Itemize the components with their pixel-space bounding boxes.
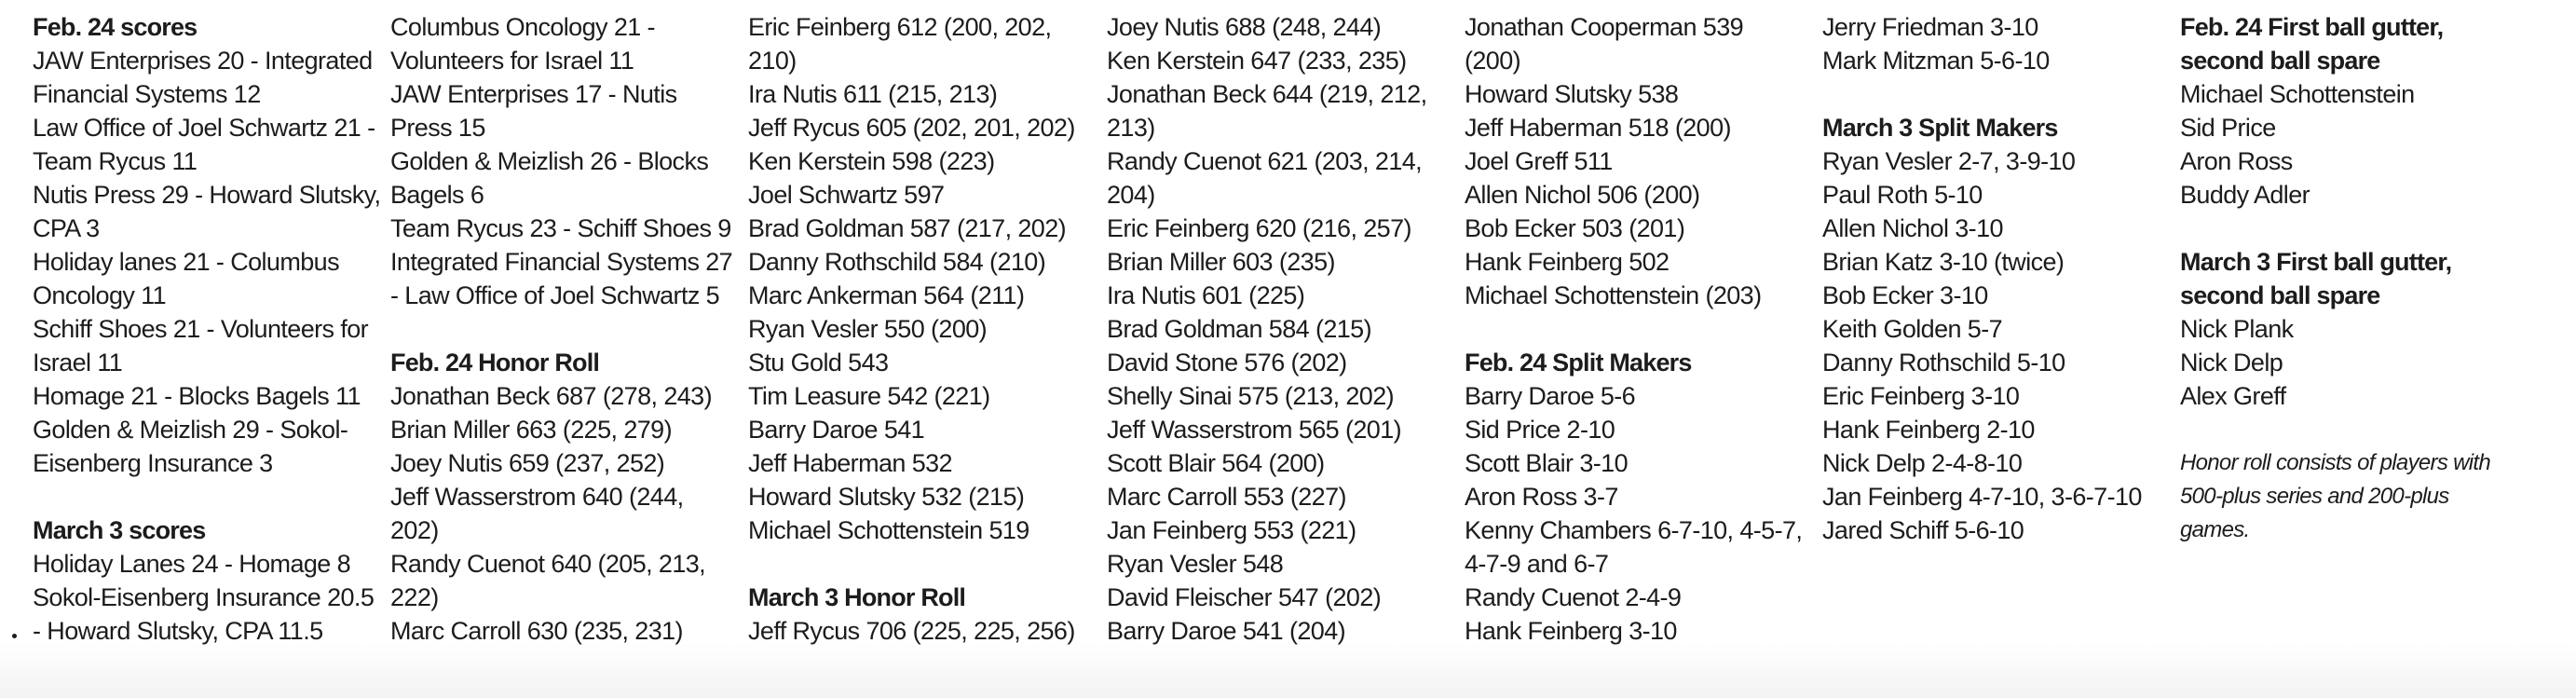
result-line: 210) xyxy=(748,47,797,75)
result-line: Joel Schwartz 597 xyxy=(748,181,945,209)
result-line: 202) xyxy=(390,516,439,544)
result-line: Barry Daroe 541 xyxy=(748,416,925,444)
result-line: Ira Nutis 601 (225) xyxy=(1107,281,1305,309)
result-line: Jeff Rycus 605 (202, 201, 202) xyxy=(748,114,1075,142)
result-line: Scott Blair 3-10 xyxy=(1465,449,1628,477)
result-line: Jeff Haberman 532 xyxy=(748,449,952,477)
result-line: Ken Kerstein 647 (233, 235) xyxy=(1107,47,1407,75)
result-line: 4-7-9 and 6-7 xyxy=(1465,550,1609,578)
result-line: Allen Nichol 506 (200) xyxy=(1465,181,1700,209)
bullet-marker-icon xyxy=(12,634,17,638)
spacer xyxy=(748,547,1102,581)
result-line: Nick Delp xyxy=(2180,349,2283,376)
section-heading: March 3 First ball gutter, xyxy=(2180,248,2452,276)
result-line: Law Office of Joel Schwartz 21 - xyxy=(33,114,375,142)
spacer xyxy=(2180,212,2553,245)
result-line: Oncology 11 xyxy=(33,281,166,309)
section-heading: Feb. 24 scores xyxy=(33,13,198,41)
result-line: Israel 11 xyxy=(33,349,123,376)
footnote-line: 500-plus series and 200-plus xyxy=(2180,484,2449,509)
result-line: Alex Greff xyxy=(2180,382,2286,410)
result-line: Buddy Adler xyxy=(2180,181,2310,209)
result-line: Mark Mitzman 5-6-10 xyxy=(1822,47,2050,75)
section-heading: March 3 scores xyxy=(33,516,206,544)
result-line: Nick Plank xyxy=(2180,315,2294,343)
result-line: Holiday lanes 21 - Columbus xyxy=(33,248,339,276)
result-line: Stu Gold 543 xyxy=(748,349,889,376)
result-line: Kenny Chambers 6-7-10, 4-5-7, xyxy=(1465,516,1803,544)
result-line: Jonathan Beck 687 (278, 243) xyxy=(390,382,712,410)
result-line: Scott Blair 564 (200) xyxy=(1107,449,1325,477)
result-line: David Fleischer 547 (202) xyxy=(1107,583,1382,611)
result-line: (200) xyxy=(1465,47,1521,75)
column-6 xyxy=(1822,10,2176,547)
spacer xyxy=(1822,77,2176,111)
result-line: Aron Ross 3-7 xyxy=(1465,483,1618,511)
result-line: Ryan Vesler 548 xyxy=(1107,550,1284,578)
spacer xyxy=(1465,312,1819,346)
result-line: Team Rycus 23 - Schiff Shoes 9 xyxy=(390,214,731,242)
spacer xyxy=(390,312,744,346)
result-line: David Stone 576 (202) xyxy=(1107,349,1347,376)
result-line: Hank Feinberg 2-10 xyxy=(1822,416,2035,444)
result-line: Nutis Press 29 - Howard Slutsky, xyxy=(33,181,381,209)
column-3 xyxy=(748,10,1102,648)
result-line: Tim Leasure 542 (221) xyxy=(748,382,990,410)
result-line: - Howard Slutsky, CPA 11.5 xyxy=(33,617,323,645)
result-line: Volunteers for Israel 11 xyxy=(390,47,634,75)
result-line: Columbus Oncology 21 - xyxy=(390,13,655,41)
result-line: JAW Enterprises 17 - Nutis xyxy=(390,80,677,108)
result-line: Eisenberg Insurance 3 xyxy=(33,449,273,477)
result-line: Ryan Vesler 550 (200) xyxy=(748,315,988,343)
footnote-line: Honor roll consists of players with xyxy=(2180,450,2490,475)
result-line: Brad Goldman 584 (215) xyxy=(1107,315,1371,343)
result-line: Jan Feinberg 4-7-10, 3-6-7-10 xyxy=(1822,483,2142,511)
result-line: Jeff Wasserstrom 565 (201) xyxy=(1107,416,1402,444)
result-line: Eric Feinberg 620 (216, 257) xyxy=(1107,214,1411,242)
result-line: Schiff Shoes 21 - Volunteers for xyxy=(33,315,369,343)
result-line: Sid Price 2-10 xyxy=(1465,416,1615,444)
result-line: Jeff Wasserstrom 640 (244, xyxy=(390,483,684,511)
column-5 xyxy=(1465,10,1819,648)
result-line: Aron Ross xyxy=(2180,147,2293,175)
section-heading: second ball spare xyxy=(2180,47,2380,75)
result-line: Marc Carroll 553 (227) xyxy=(1107,483,1346,511)
result-line: Homage 21 - Blocks Bagels 11 xyxy=(33,382,361,410)
result-line: Golden & Meizlish 26 - Blocks xyxy=(390,147,709,175)
result-line: Sid Price xyxy=(2180,114,2276,142)
section-heading: Feb. 24 Honor Roll xyxy=(390,349,600,376)
result-line: 213) xyxy=(1107,114,1155,142)
column-2 xyxy=(390,10,744,648)
result-line: 204) xyxy=(1107,181,1155,209)
result-line: Press 15 xyxy=(390,114,485,142)
result-line: Paul Roth 5-10 xyxy=(1822,181,1983,209)
result-line: Nick Delp 2-4-8-10 xyxy=(1822,449,2023,477)
result-line: Barry Daroe 541 (204) xyxy=(1107,617,1346,645)
column-4 xyxy=(1107,10,1461,648)
result-line: CPA 3 xyxy=(33,214,100,242)
result-line: Barry Daroe 5-6 xyxy=(1465,382,1636,410)
result-line: Jeff Rycus 706 (225, 225, 256) xyxy=(748,617,1075,645)
result-line: Joey Nutis 659 (237, 252) xyxy=(390,449,665,477)
result-line: Financial Systems 12 xyxy=(33,80,261,108)
result-line: Golden & Meizlish 29 - Sokol- xyxy=(33,416,348,444)
result-line: Marc Carroll 630 (235, 231) xyxy=(390,617,683,645)
result-line: Brian Miller 603 (235) xyxy=(1107,248,1335,276)
result-line: Jan Feinberg 553 (221) xyxy=(1107,516,1356,544)
result-line: Allen Nichol 3-10 xyxy=(1822,214,2003,242)
result-line: Sokol-Eisenberg Insurance 20.5 xyxy=(33,583,375,611)
result-line: Bob Ecker 3-10 xyxy=(1822,281,1988,309)
result-line: JAW Enterprises 20 - Integrated xyxy=(33,47,373,75)
result-line: Jonathan Cooperman 539 xyxy=(1465,13,1744,41)
result-line: Brad Goldman 587 (217, 202) xyxy=(748,214,1067,242)
result-line: Michael Schottenstein (203) xyxy=(1465,281,1762,309)
result-line: - Law Office of Joel Schwartz 5 xyxy=(390,281,720,309)
result-line: Ken Kerstein 598 (223) xyxy=(748,147,995,175)
footnote-line: games. xyxy=(2180,517,2250,542)
result-line: Randy Cuenot 621 (203, 214, xyxy=(1107,147,1423,175)
result-line: Brian Katz 3-10 (twice) xyxy=(1822,248,2065,276)
result-line: Michael Schottenstein 519 xyxy=(748,516,1029,544)
result-line: 222) xyxy=(390,583,439,611)
result-line: Marc Ankerman 564 (211) xyxy=(748,281,1025,309)
spacer xyxy=(33,480,377,513)
result-line: Ira Nutis 611 (215, 213) xyxy=(748,80,998,108)
result-line: Hank Feinberg 3-10 xyxy=(1465,617,1677,645)
section-heading: Feb. 24 First ball gutter, xyxy=(2180,13,2444,41)
section-heading: March 3 Honor Roll xyxy=(748,583,966,611)
column-1 xyxy=(33,10,381,648)
spacer xyxy=(2180,413,2553,446)
result-line: Keith Golden 5-7 xyxy=(1822,315,2003,343)
result-line: Shelly Sinai 575 (213, 202) xyxy=(1107,382,1395,410)
result-line: Danny Rothschild 584 (210) xyxy=(748,248,1046,276)
result-line: Team Rycus 11 xyxy=(33,147,198,175)
result-line: Howard Slutsky 532 (215) xyxy=(748,483,1025,511)
result-line: Randy Cuenot 640 (205, 213, xyxy=(390,550,706,578)
result-line: Eric Feinberg 3-10 xyxy=(1822,382,2020,410)
result-line: Joel Greff 511 xyxy=(1465,147,1613,175)
result-line: Jerry Friedman 3-10 xyxy=(1822,13,2038,41)
result-line: Joey Nutis 688 (248, 244) xyxy=(1107,13,1382,41)
result-line: Bob Ecker 503 (201) xyxy=(1465,214,1685,242)
result-line: Howard Slutsky 538 xyxy=(1465,80,1679,108)
result-line: Bagels 6 xyxy=(390,181,484,209)
result-line: Danny Rothschild 5-10 xyxy=(1822,349,2065,376)
result-line: Jonathan Beck 644 (219, 212, xyxy=(1107,80,1427,108)
result-line: Randy Cuenot 2-4-9 xyxy=(1465,583,1682,611)
section-heading: Feb. 24 Split Makers xyxy=(1465,349,1692,376)
result-line: Brian Miller 663 (225, 279) xyxy=(390,416,672,444)
section-heading: second ball spare xyxy=(2180,281,2380,309)
section-heading: March 3 Split Makers xyxy=(1822,114,2058,142)
result-line: Eric Feinberg 612 (200, 202, xyxy=(748,13,1052,41)
result-line: Holiday Lanes 24 - Homage 8 xyxy=(33,550,351,578)
result-line: Ryan Vesler 2-7, 3-9-10 xyxy=(1822,147,2076,175)
result-line: Michael Schottenstein xyxy=(2180,80,2415,108)
column-7 xyxy=(2180,10,2553,547)
result-line: Hank Feinberg 502 xyxy=(1465,248,1670,276)
result-line: Jeff Haberman 518 (200) xyxy=(1465,114,1731,142)
result-line: Integrated Financial Systems 27 xyxy=(390,248,733,276)
result-line: Jared Schiff 5-6-10 xyxy=(1822,516,2024,544)
